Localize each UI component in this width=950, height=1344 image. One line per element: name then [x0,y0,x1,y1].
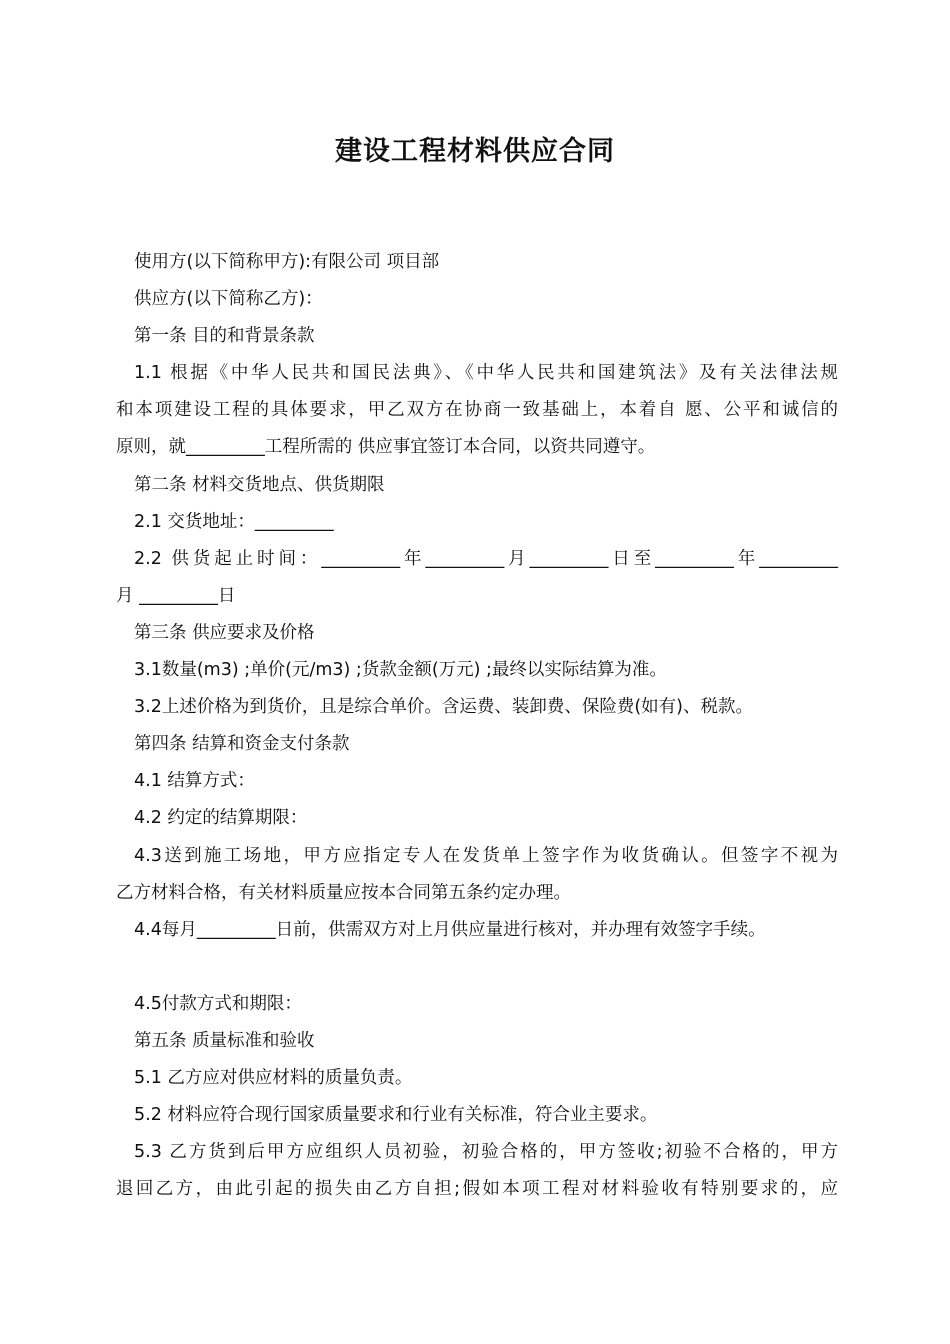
clause-4-5: 4.5付款方式和期限： [134,993,302,1014]
document-title: 建设工程材料供应合同 [335,136,615,167]
clause-1-1-line-2: 和本项建设工程的具体要求，甲乙双方在协商一致基础上，本着自 愿、公平和诚信的 [116,400,838,421]
clause-2-1: 2.1 交货地址：_________ [134,511,334,532]
clause-4-3-line-2: 乙方材料合格，有关材料质量应按本合同第五条约定办理。 [116,882,571,903]
article-3-heading: 第三条 供应要求及价格 [134,622,315,643]
clause-1-1-line-1: 1.1 根据《中华人民共和国民法典》、《中华人民共和国建筑法》及有关法律法规 [134,363,838,384]
clause-3-2: 3.2上述价格为到货价，且是综合单价。含运费、装卸费、保险费(如有)、税款。 [134,697,753,718]
clause-5-1: 5.1 乙方应对供应材料的质量负责。 [134,1068,413,1089]
clause-1-1-line-3: 原则，就_________工程所需的 供应事宜签订本合同，以资共同遵守。 [116,437,656,458]
clause-4-2: 4.2 约定的结算期限： [134,808,308,829]
article-4-heading: 第四条 结算和资金支付条款 [134,734,350,755]
article-1-heading: 第一条 目的和背景条款 [134,326,315,347]
party-a-line: 使用方(以下简称甲方):有限公司 项目部 [134,252,440,272]
paragraph-gap [116,949,838,986]
party-b-line: 供应方(以下简称乙方)： [134,289,323,310]
clause-5-3-line-1: 5.3 乙方货到后甲方应组织人员初验，初验合格的，甲方签收;初验不合格的，甲方 [134,1142,838,1163]
clause-5-2: 5.2 材料应符合现行国家质量要求和行业有关标准，符合业主要求。 [134,1105,658,1126]
contract-body [116,244,838,1208]
clause-5-3-line-2: 退回乙方，由此引起的损失由乙方自担;假如本项工程对材料验收有特别要求的，应 [116,1179,838,1200]
clause-2-2-line-1: 2.2 供货起止时间：_________年_________月_________日至_________年_________ [134,548,838,569]
clause-4-3-line-1: 4.3送到施工场地，甲方应指定专人在发货单上签字作为收货确认。但签字不视为 [134,845,838,866]
clause-4-1: 4.1 结算方式： [134,771,255,792]
article-5-heading: 第五条 质量标准和验收 [134,1030,315,1051]
clause-4-4: 4.4每月_________日前，供需双方对上月供应量进行核对，并办理有效签字手续。 [134,919,766,940]
clause-3-1: 3.1数量(m3) ;单价(元/m3) ;货款金额(万元) ;最终以实际结算为准。 [134,660,667,681]
article-2-heading: 第二条 材料交货地点、供货期限 [134,474,385,495]
clause-2-2-line-2: 月 _________日 [116,585,236,606]
